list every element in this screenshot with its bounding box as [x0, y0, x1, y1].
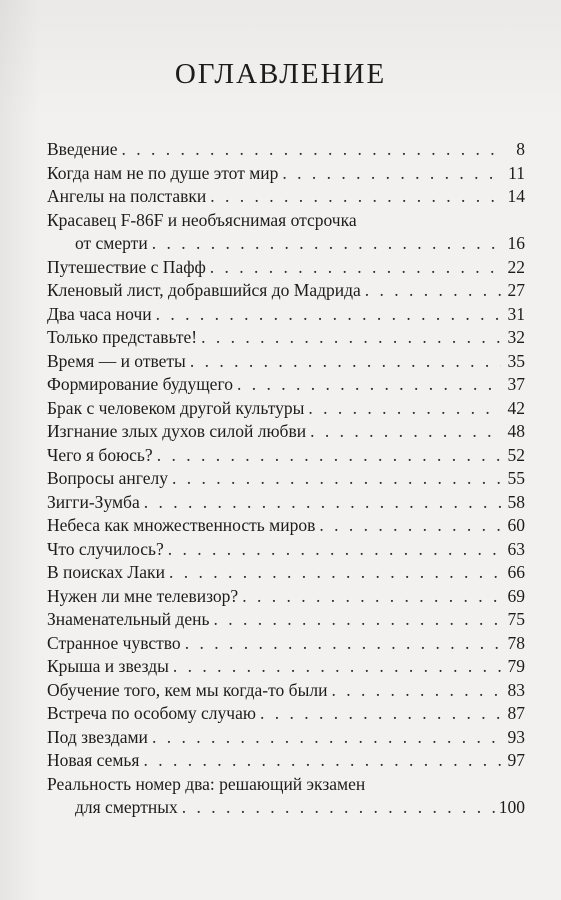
- toc-entry: [47, 138, 525, 162]
- toc-entry-title: Время — и ответы: [47, 350, 186, 371]
- toc-entry-title: Кленовый лист, добравшийся до Мадрида: [47, 280, 361, 300]
- toc-entry-page: 48: [507, 421, 525, 441]
- leader-dots: [144, 491, 501, 515]
- toc-entry: [47, 209, 525, 256]
- toc-entry-page: 69: [507, 585, 525, 606]
- toc-entry-title: Встреча по особому случаю: [47, 703, 256, 723]
- toc-entry-page: 42: [507, 397, 525, 418]
- toc-entry-title: Два часа ночи: [47, 303, 152, 324]
- toc-entry-title: Под звездами: [47, 726, 148, 747]
- toc-entry-title: Нужен ли мне телевизор?: [47, 585, 239, 606]
- toc-entry-page: 83: [507, 679, 525, 700]
- leader-dots: [282, 162, 501, 186]
- toc-entry-title: Обучение того, кем мы когда-то были: [47, 679, 328, 700]
- leader-dots: [190, 350, 501, 374]
- toc-entry: [47, 702, 525, 726]
- leader-dots: [331, 679, 501, 703]
- toc-entry: [47, 608, 525, 632]
- toc-entry-page: 66: [507, 562, 525, 582]
- toc-entry-page: 27: [507, 280, 525, 300]
- toc-entry-title: Изгнание злых духов силой любви: [47, 421, 307, 441]
- toc-entry-page: 79: [507, 656, 525, 676]
- toc-entry: [47, 420, 525, 444]
- toc-entry-page: 87: [507, 703, 525, 723]
- toc-entry-page: 22: [507, 256, 525, 277]
- toc-entry-title: Брак с человеком другой культуры: [47, 397, 305, 418]
- toc-entry: [47, 491, 525, 515]
- leader-dots: [152, 232, 501, 256]
- toc-entry-page: 100: [498, 797, 525, 817]
- toc-entry-title: Путешествие с Пафф: [47, 256, 206, 277]
- toc-entry-title: Странное чувство: [47, 632, 181, 653]
- leader-dots: [308, 397, 501, 421]
- leader-dots: [156, 303, 501, 327]
- leader-dots: [319, 514, 501, 538]
- leader-dots: [122, 138, 501, 162]
- toc-entry: [47, 679, 525, 703]
- toc-entry-title: Небеса как множественность миров: [47, 515, 316, 535]
- leader-dots: [152, 726, 501, 750]
- toc-entry-page: 58: [507, 491, 525, 512]
- leader-dots: [242, 585, 501, 609]
- toc-entry-page: 31: [507, 303, 525, 324]
- toc-entry-page: 35: [507, 350, 525, 371]
- leader-dots: [182, 796, 495, 820]
- leader-dots: [143, 749, 501, 773]
- toc-entry-page: 8: [516, 139, 525, 159]
- toc-entry: [47, 467, 525, 491]
- toc-entry: [47, 397, 525, 421]
- toc-entry-title: Знаменательный день: [47, 609, 210, 629]
- toc-entry: [47, 514, 525, 538]
- leader-dots: [157, 444, 501, 468]
- toc-entry: [47, 256, 525, 280]
- leader-dots: [260, 702, 501, 726]
- toc-entry: [47, 350, 525, 374]
- toc-entry-title: Введение: [47, 139, 118, 159]
- toc-entry: [47, 561, 525, 585]
- toc-entry: [47, 444, 525, 468]
- toc-entry: [47, 373, 525, 397]
- toc-entry-title: для смертных: [75, 797, 178, 817]
- toc-entry-title: Только представьте!: [47, 327, 198, 347]
- toc-entry: [47, 162, 525, 186]
- leader-dots: [365, 279, 501, 303]
- toc-entry-title: Ангелы на полставки: [47, 186, 207, 206]
- toc-entry-page: 60: [507, 515, 525, 535]
- toc-entry: [47, 538, 525, 562]
- toc-entry: [47, 185, 525, 209]
- toc-entry-title: Вопросы ангелу: [47, 468, 168, 488]
- toc-entry-page: 52: [507, 444, 525, 465]
- leader-dots: [185, 632, 501, 656]
- leader-dots: [237, 373, 501, 397]
- toc-entry-title: от смерти: [75, 233, 148, 253]
- toc-entry-page: 63: [507, 538, 525, 559]
- toc-entry: [47, 585, 525, 609]
- toc-entry-title-line1: Реальность номер два: решающий экзамен: [47, 773, 366, 794]
- toc-entry-title: Чего я боюсь?: [47, 444, 153, 465]
- toc-entry-page: 78: [507, 632, 525, 653]
- leader-dots: [168, 538, 501, 562]
- toc-entry-page: 32: [507, 327, 525, 347]
- toc-entry-page: 97: [507, 750, 525, 770]
- toc-entry: [47, 279, 525, 303]
- leader-dots: [310, 420, 501, 444]
- toc-entry: [47, 749, 525, 773]
- toc-entry-page: 16: [507, 233, 525, 253]
- toc-entry-title: Крыша и звезды: [47, 656, 169, 676]
- toc-entry-title: Что случилось?: [47, 538, 164, 559]
- leader-dots: [172, 467, 501, 491]
- leader-dots: [201, 326, 501, 350]
- toc-entry-page: 55: [507, 468, 525, 488]
- leader-dots: [173, 655, 501, 679]
- leader-dots: [210, 185, 501, 209]
- leader-dots: [169, 561, 501, 585]
- toc-entry-page: 14: [507, 186, 525, 206]
- toc-entry: [47, 632, 525, 656]
- table-of-contents: [47, 138, 525, 820]
- toc-entry: [47, 326, 525, 350]
- leader-dots: [213, 608, 501, 632]
- toc-entry-page: 93: [507, 726, 525, 747]
- toc-entry: [47, 303, 525, 327]
- toc-entry: [47, 726, 525, 750]
- toc-entry-title-line1: Красавец F-86F и необъяснимая отсрочка: [47, 209, 357, 230]
- leader-dots: [210, 256, 501, 280]
- toc-entry-title: В поисках Лаки: [47, 562, 165, 582]
- page-title: ОГЛАВЛЕНИЕ: [174, 58, 387, 90]
- toc-entry: [47, 655, 525, 679]
- toc-entry: [47, 773, 525, 820]
- toc-entry-page: 37: [507, 374, 525, 394]
- toc-entry-title: Формирование будущего: [47, 374, 233, 394]
- toc-entry-title: Когда нам не по душе этот мир: [47, 162, 279, 183]
- toc-entry-page: 75: [507, 609, 525, 629]
- toc-entry-title: Новая семья: [47, 750, 140, 770]
- toc-entry-title: Зигги-Зумба: [47, 491, 140, 512]
- toc-entry-page: 11: [508, 162, 525, 183]
